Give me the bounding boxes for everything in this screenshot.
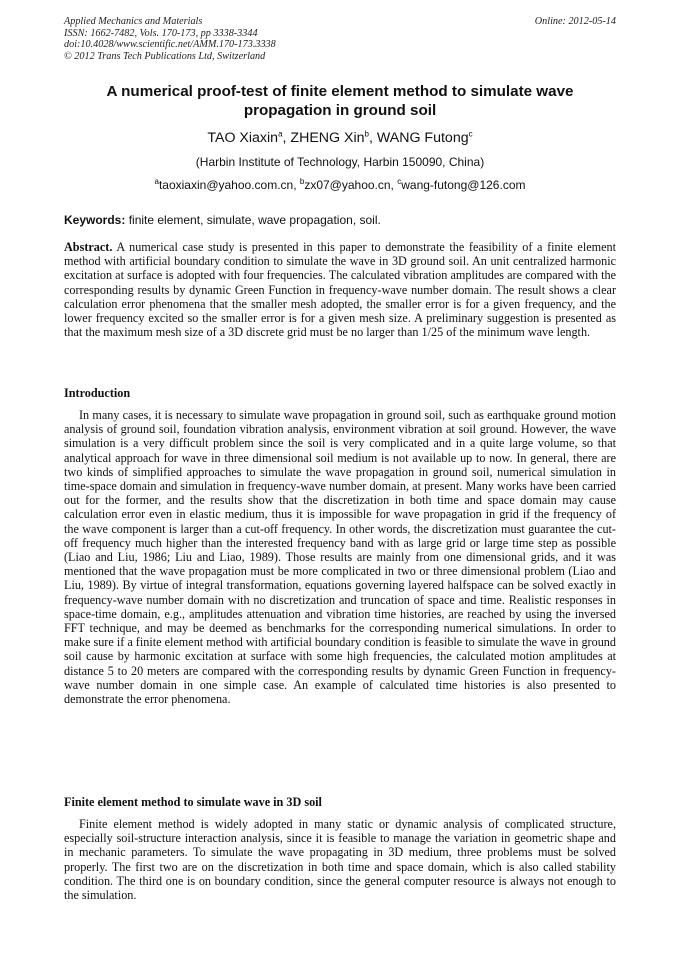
publication-header [64,16,616,62]
copyright-line: © 2012 Trans Tech Publications Ltd, Switzerland [64,50,266,62]
email-superscript: a [154,177,159,186]
abstract [64,240,616,339]
author-superscript: b [364,129,369,139]
abstract-label: Abstract. [64,240,113,254]
keywords [64,213,616,228]
email-superscript: b [299,177,305,186]
email-address: zx07@yahoo.cn, [304,178,398,192]
doi-line: doi:10.4028/www.scientific.net/AMM.170-173.3338 [64,39,276,51]
email-address: taoxiaxin@yahoo.com.cn, [158,178,300,192]
keywords-label: Keywords: [64,213,126,227]
paper-title: A numerical proof-test of finite element method to simulate wave propagation in ground soil [106,83,574,119]
section-heading-finite-element: Finite element method to simulate wave in 3D soil [64,795,322,809]
affiliation: (Harbin Institute of Technology, Harbin 150090, China) [195,155,485,169]
abstract-text: A numerical case study is presented in this paper to demonstrate the feasibility of a finite element method with artificial boundary condition to simulate the wave in 3D ground soil. An unit centralized harmonic excitation at surface is adopted with four frequencies. The calculated vibration amplitudes are compared with the corresponding results by dynamic Green Function in frequency-wave number domain. The result shows a clear calculation error phenomena that the smaller mesh adopted, the smaller error is for a given frequency, and the lower frequency excited so the smaller error is for a given mesh size. A preliminary suggestion is presented as that the maximum mesh size of a 3D discrete grid must be no larger than 1/25 of the minimum wave length. [64,240,616,340]
author-list [64,129,616,147]
email-superscript: c [397,177,402,186]
author-superscript: c [468,129,473,139]
section-body-introduction: In many cases, it is necessary to simulate wave propagation in ground soil, such as earthquake ground motion analysis of ground soil, foundation vibration analysis, environment vibration at soil ground. However, the wave simulation is a very difficult problem since the soil is very complicated and in a quite large volume, so that analytical approach for wave in three dimensional soil medium is not available up to now. In general, there are two kinds of simplified approaches to simulate the wave propagation in ground soil, numerical simulation in time-space domain and simulation in frequency-wave number domain, at present. Many works have been carried out for the former, and the results show that the discretization in both time and space domain may cause calculation error even in elastic medium, thus it is impossible for wave propagation in grid if the frequency of the wave component is larger than a cut-off frequency. In other words, the discretization must guarantee the cut-off frequency much higher than the interested frequency band with as large grid or large time step as possible (Liao and Liu, 1986; Liu and Liao, 1989). Those results are mainly from one dimensional grids, and it was mentioned that the wave propagation must be more complicated in two or three dimensional problem (Liao and Liu, 1989). By virtue of integral transformation, equations governing layered halfspace can be solved exactly in frequency-wave number domain with no discretization and truncation of space and time. Realistic responses in space-time domain, e.g., amplitudes attenuation and vibration time histories, are reached by using the inversed FFT technique, and may be deemed as benchmarks for the corresponding numerical simulations. In order to make sure if a finite element method with artificial boundary condition is feasible to simulate the wave in ground soil cause by harmonic excitation at surface with some high frequencies, the calculated motion amplitudes at distance 5 to 20 meters are compared with the corresponding results by dynamic Green Function in frequency-wave number domain in one simple case. An example of calculated time histories is also presented to demonstrate the error phenomena. [64,408,616,707]
author-name: WANG Futong [376,130,469,146]
keywords-text: finite element, simulate, wave propagation, soil. [125,213,381,227]
email-list [64,178,616,193]
email-address: wang-futong@126.com [401,178,526,192]
journal-name: Applied Mechanics and Materials [64,16,203,27]
online-date: Online: 2012-05-14 [534,16,616,27]
author-name: ZHENG Xin [290,130,365,146]
section-body-finite-element: Finite element method is widely adopted in many static or dynamic analysis of complicated structure, especially soil-structure interaction analysis, since it is feasible to manage the variation in geometric shape and in mechanic parameters. To simulate the wave propagating in 3D medium, three problems must be solved properly. The first two are on the discretization in both time and space domain, which is also called stability condition. The third one is on boundary condition, since the general computer resource is always not enough to the simulation. [64,817,616,903]
author-separator: , [282,130,291,146]
section-heading-introduction: Introduction [64,386,131,400]
author-separator: , [368,130,377,146]
author-name: TAO Xiaxin [207,130,279,146]
issn-line: ISSN: 1662-7482, Vols. 170-173, pp 3338-3344 [64,27,258,39]
author-superscript: a [278,129,283,139]
